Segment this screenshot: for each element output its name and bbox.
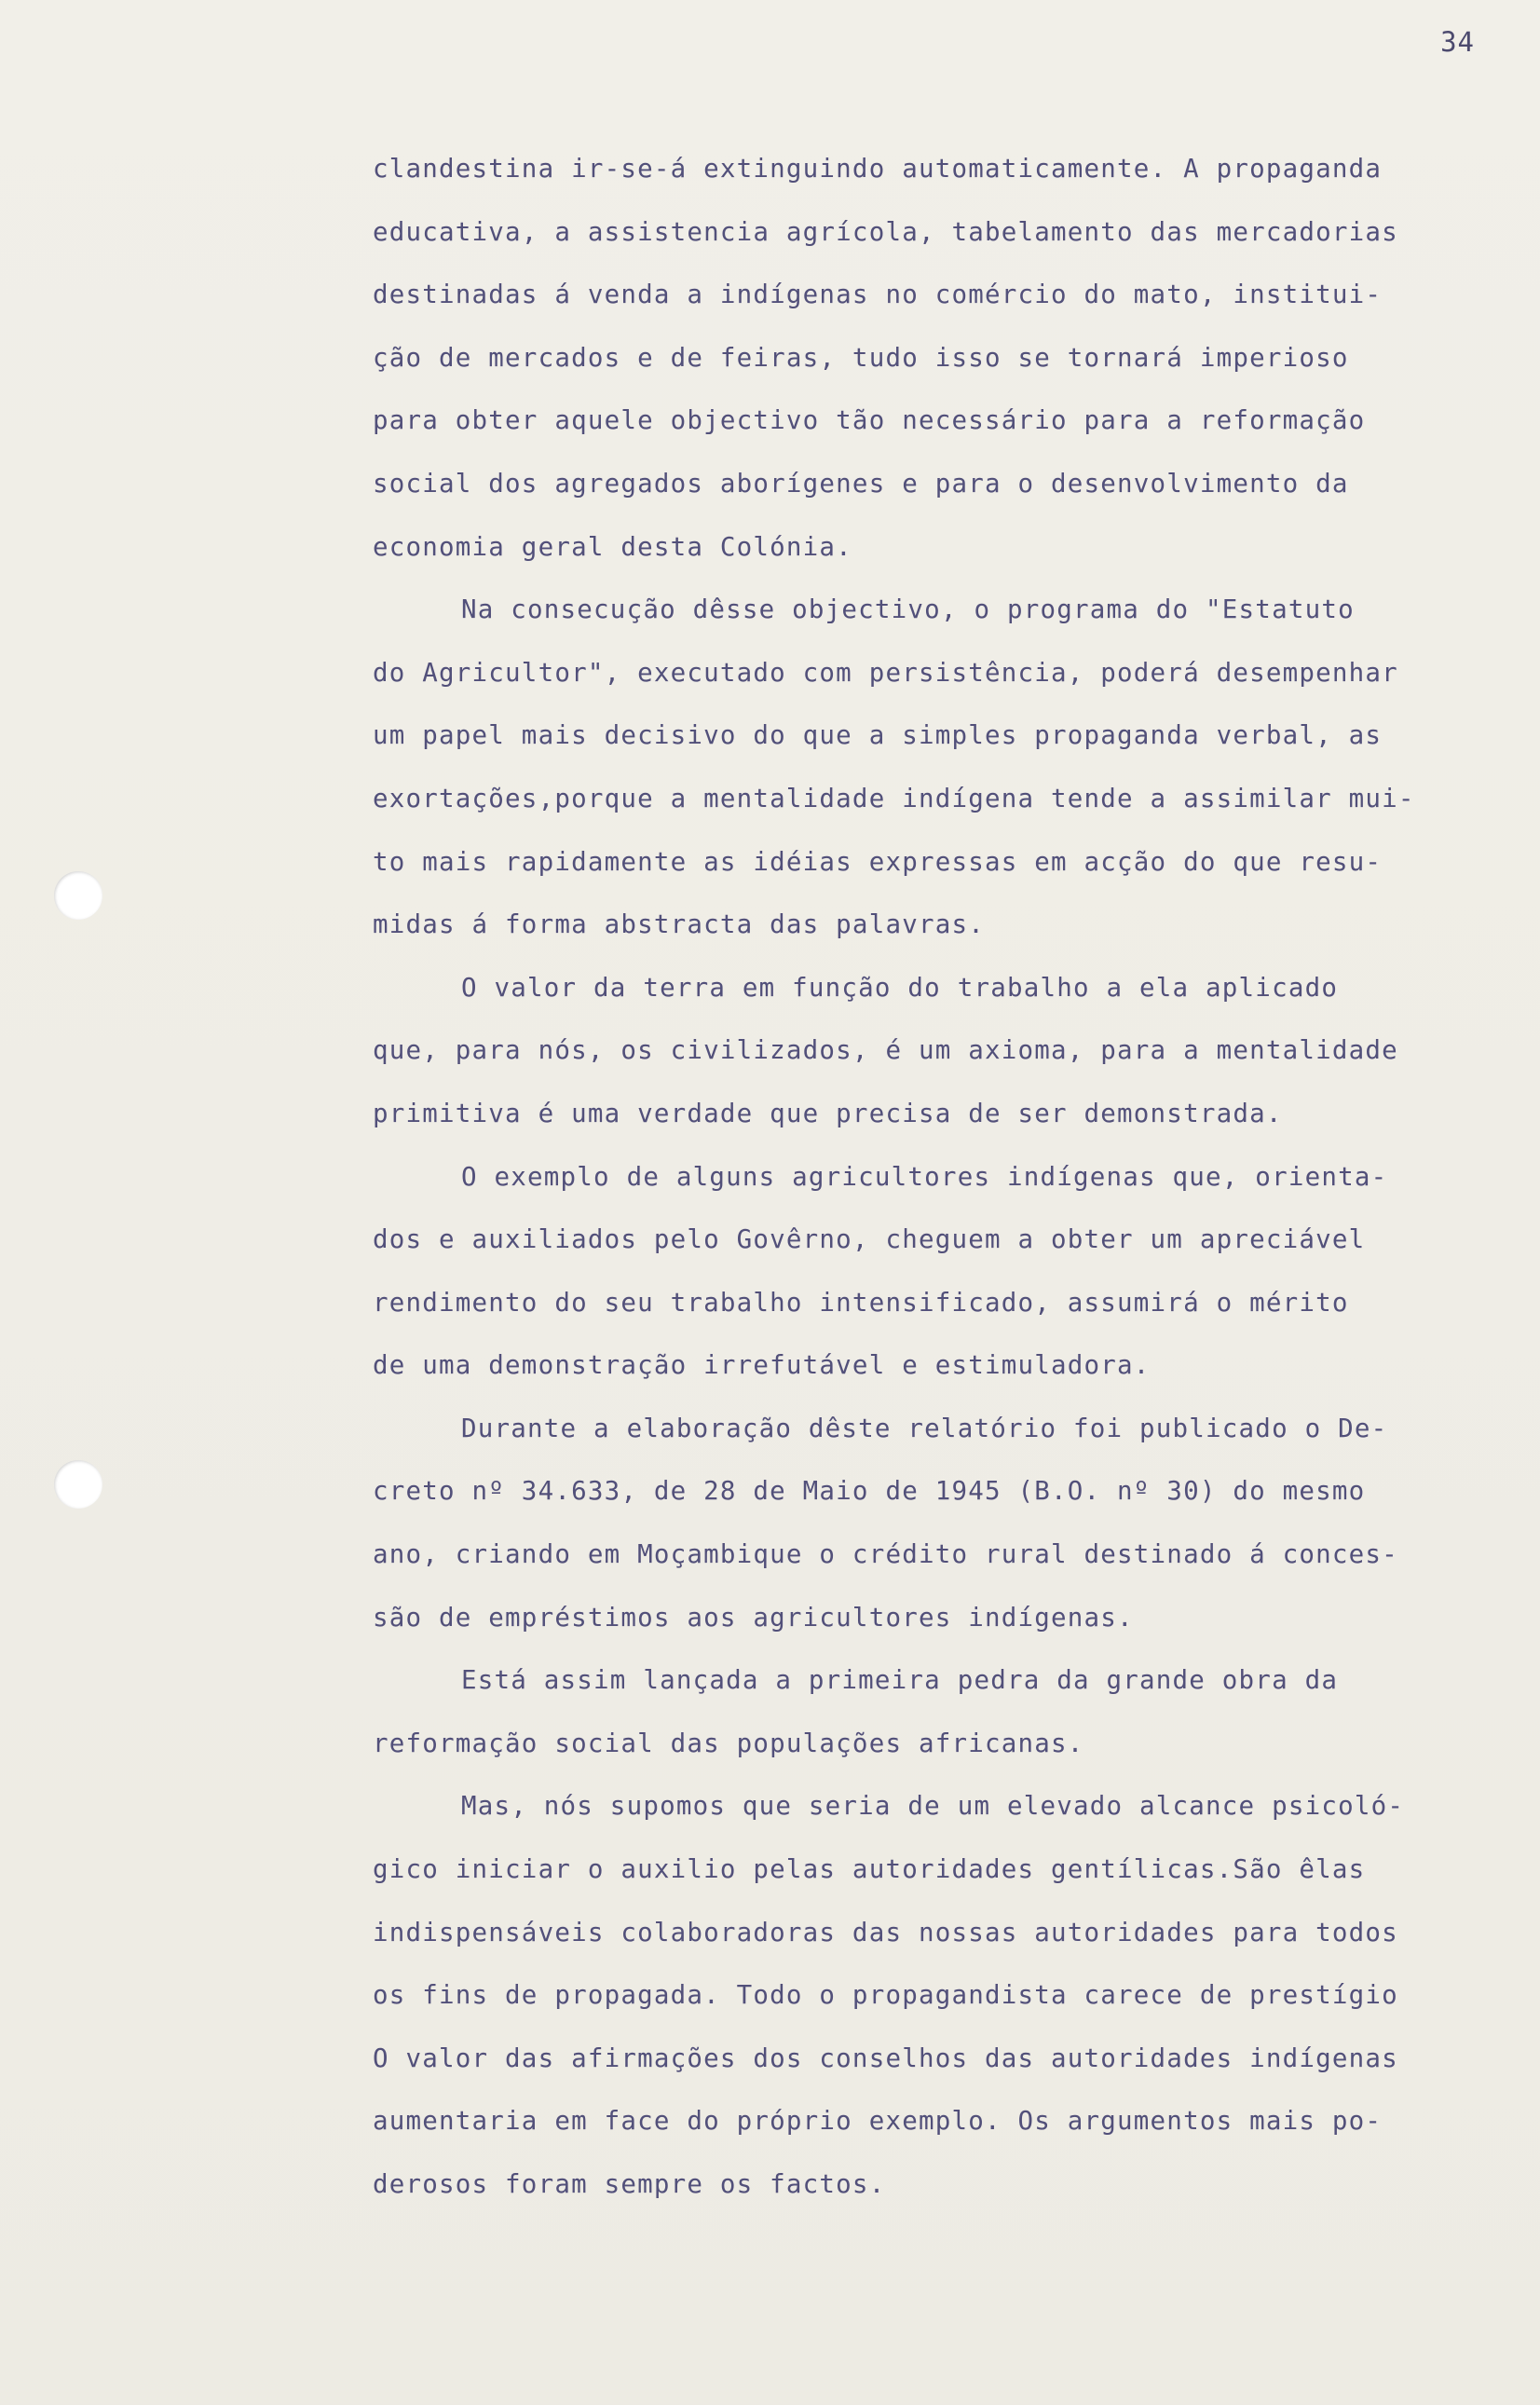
paragraph [373,138,1509,579]
text-line: O exemplo de alguns agricultores indígenas que, orienta- [461,1161,1388,1192]
page-number: 34 [1440,26,1475,58]
text-line: educativa, a assistencia agrícola, tabelamento das mercadorias [373,216,1398,247]
text-line: creto nº 34.633, de 28 de Maio de 1945 (B.O. nº 30) do mesmo [373,1476,1366,1507]
text-line: clandestina ir-se-á extinguindo automaticamente. A propaganda [373,154,1383,184]
text-line: O valor das afirmações dos conselhos das autoridades indígenas [373,2043,1398,2073]
text-line: ção de mercados e de feiras, tudo isso se tornará imperioso [373,342,1349,373]
text-line: destinadas á venda a indígenas no comércio do mato, institui- [373,280,1383,310]
punch-hole [54,871,102,920]
text-line: social dos agregados aborígenes e para o desenvolvimento da [373,468,1349,499]
text-line: os fins de propagada. Todo o propagandista carece de prestígio [373,1980,1398,2011]
paragraph [373,1649,1509,1775]
text-line: que, para nós, os civilizados, é um axioma, para a mentalidade [373,1035,1398,1066]
text-line: Mas, nós supomos que seria de um elevado alcance psicoló- [461,1791,1405,1822]
text-line: exortações,porque a mentalidade indígena tende a assimilar mui- [373,783,1415,813]
text-line: aumentaria em face do próprio exemplo. Os argumentos mais po- [373,2106,1383,2137]
paragraph [373,957,1509,1146]
text-line: ano, criando em Moçambique o crédito rural destinado á conces- [373,1539,1398,1570]
text-line: O valor da terra em função do trabalho a ela aplicado [461,972,1339,1003]
text-line: dos e auxiliados pelo Govêrno, cheguem a obter um apreciável [373,1224,1366,1255]
text-line: indispensáveis colaboradoras das nossas autoridades para todos [373,1917,1398,1947]
text-line: um papel mais decisivo do que a simples propaganda verbal, as [373,720,1383,751]
text-line: são de empréstimos aos agricultores indígenas. [373,1602,1134,1633]
text-line: de uma demonstração irrefutável e estimuladora. [373,1350,1151,1381]
text-line: to mais rapidamente as idéias expressas em acção do que resu- [373,846,1383,877]
paragraph [373,1775,1509,2216]
text-line: primitiva é uma verdade que precisa de ser demonstrada. [373,1098,1283,1128]
paragraph [373,1146,1509,1398]
text-line: derosos foram sempre os factos. [373,2169,886,2199]
paragraph [373,1398,1509,1649]
text-line: economia geral desta Colónia. [373,531,852,562]
text-line: Está assim lançada a primeira pedra da grande obra da [461,1665,1339,1696]
text-line: rendimento do seu trabalho intensificado, assumirá o mérito [373,1287,1349,1318]
punch-hole [54,1460,102,1509]
text-line: para obter aquele objectivo tão necessário para a reformação [373,405,1366,436]
text-line: Na consecução dêsse objectivo, o programa do "Estatuto [461,594,1355,625]
text-line: reformação social das populações africanas. [373,1728,1084,1758]
text-line: do Agricultor", executado com persistência, poderá desempenhar [373,657,1398,688]
body-text [373,138,1509,2217]
text-line: Durante a elaboração dêste relatório foi publicado o De- [461,1413,1388,1443]
text-line: gico iniciar o auxilio pelas autoridades gentílicas.São êlas [373,1854,1366,1885]
text-line: midas á forma abstracta das palavras. [373,909,985,940]
paragraph [373,579,1509,957]
